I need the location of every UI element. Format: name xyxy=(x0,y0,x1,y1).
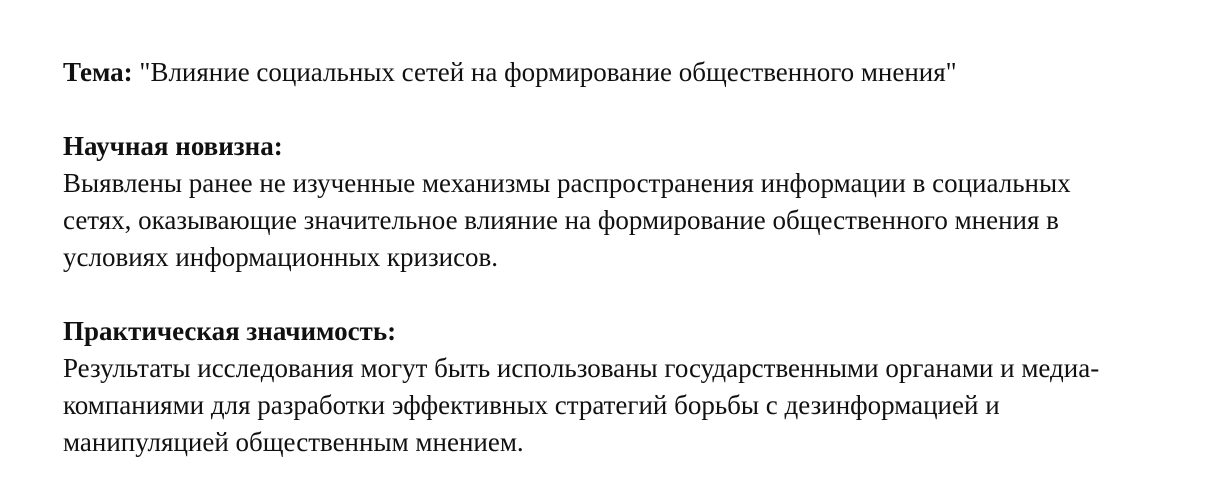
significance-line-3: манипуляцией общественным мнением. xyxy=(63,427,524,457)
significance-line-1: Результаты исследования могут быть использованы государственными органами и медиа- xyxy=(63,353,1100,383)
document-body xyxy=(63,54,1173,461)
topic-text: "Влияние социальных сетей на формирование общественного мнения" xyxy=(139,57,957,87)
paragraph-spacer xyxy=(63,276,1173,313)
novelty-line-2: сетях, оказывающие значительное влияние на формирование общественного мнения в xyxy=(63,205,1059,235)
novelty-line-1: Выявлены ранее не изученные механизмы распространения информации в социальных xyxy=(63,168,1071,198)
novelty-line-3: условиях информационных кризисов. xyxy=(63,242,499,272)
topic-label: Тема: xyxy=(63,57,133,87)
paragraph-spacer xyxy=(63,91,1173,128)
significance-section xyxy=(63,313,1173,461)
significance-line-2: компаниями для разработки эффективных стратегий борьбы с дезинформацией и xyxy=(63,390,1000,420)
novelty-section xyxy=(63,128,1173,276)
novelty-heading: Научная новизна: xyxy=(63,131,283,161)
significance-heading: Практическая значимость: xyxy=(63,316,397,346)
topic-paragraph xyxy=(63,54,1173,91)
